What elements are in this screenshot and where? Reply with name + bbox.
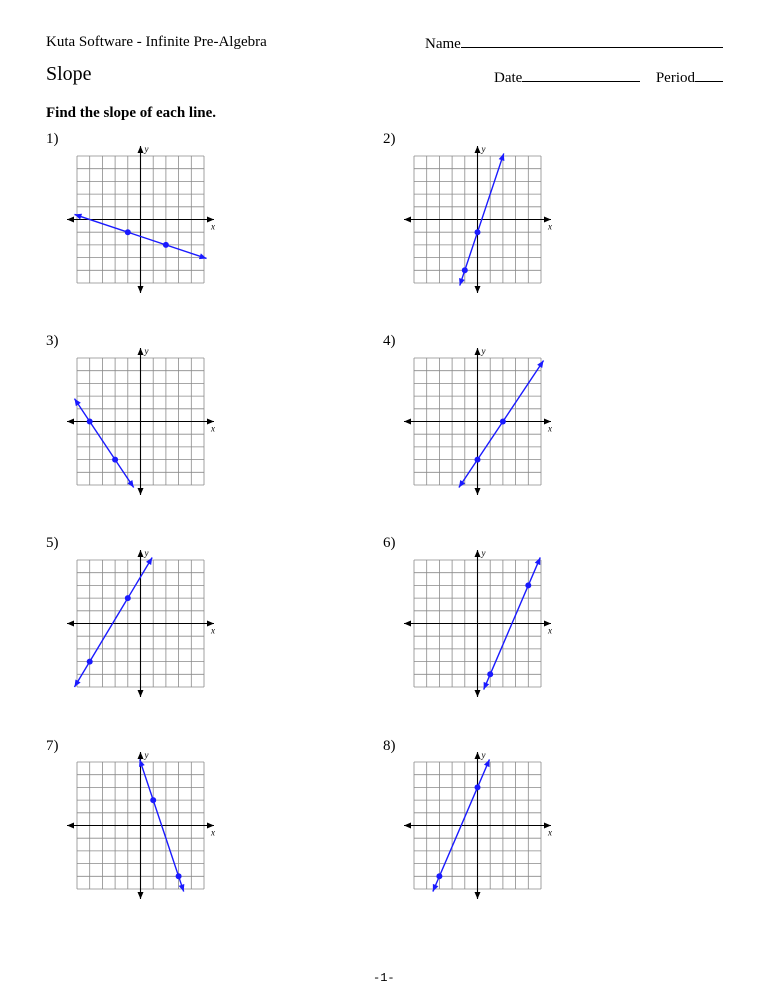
- name-label: Name: [425, 36, 461, 52]
- y-axis-arrow-up: [137, 348, 143, 355]
- y-axis-label: y: [481, 547, 485, 558]
- y-axis-label: y: [144, 547, 148, 558]
- y-axis-arrow-up: [474, 146, 480, 153]
- y-axis-arrow-down: [137, 488, 143, 495]
- line-point: [474, 229, 480, 235]
- line-point: [86, 658, 92, 664]
- date-label: Date: [494, 70, 523, 86]
- line-point: [86, 418, 92, 424]
- y-axis-arrow-down: [474, 690, 480, 697]
- y-axis-arrow-down: [474, 892, 480, 899]
- instructions: Find the slope of each line.: [46, 105, 217, 121]
- y-axis-arrow-down: [137, 892, 143, 899]
- x-axis-arrow-left: [67, 822, 74, 828]
- line-point: [474, 784, 480, 790]
- slope-line-arrow-end: [127, 480, 133, 487]
- slope-line-arrow-end: [537, 360, 543, 367]
- y-axis-label: y: [481, 749, 485, 760]
- y-axis-label: y: [481, 345, 485, 356]
- graph-3: [65, 346, 216, 497]
- publisher-line: Kuta Software - Infinite Pre-Algebra: [46, 34, 267, 50]
- line-point: [162, 241, 168, 247]
- y-axis-arrow-down: [137, 286, 143, 293]
- x-axis-label: x: [547, 827, 552, 837]
- y-axis-arrow-down: [474, 286, 480, 293]
- slope-line-arrow-start: [458, 480, 464, 487]
- y-axis-label: y: [481, 143, 485, 154]
- graph-6: [402, 548, 553, 699]
- x-axis-label: x: [547, 625, 552, 635]
- line-point: [487, 671, 493, 677]
- line-point: [150, 797, 156, 803]
- period-label: Period: [655, 70, 695, 86]
- x-axis-arrow-left: [404, 822, 411, 828]
- problem-number: 7): [46, 738, 59, 754]
- y-axis-label: y: [144, 345, 148, 356]
- slope-line-arrow-end: [198, 253, 206, 259]
- x-axis-label: x: [210, 827, 215, 837]
- x-axis-label: x: [210, 423, 215, 433]
- y-axis-label: y: [144, 749, 148, 760]
- y-axis-arrow-up: [474, 348, 480, 355]
- problem-number: 5): [46, 535, 59, 551]
- graph-4: [402, 346, 553, 497]
- x-axis-label: x: [547, 221, 552, 231]
- y-axis-arrow-down: [474, 488, 480, 495]
- x-axis-arrow-left: [404, 620, 411, 626]
- x-axis-arrow-left: [67, 418, 74, 424]
- problem-number: 8): [383, 738, 396, 754]
- slope-line-arrow-start: [498, 153, 504, 161]
- name-blank[interactable]: [461, 34, 723, 48]
- line-point: [499, 418, 505, 424]
- x-axis-arrow-left: [404, 216, 411, 222]
- line-point: [461, 267, 467, 273]
- slope-line: [74, 398, 133, 487]
- period-blank[interactable]: [695, 68, 723, 82]
- y-axis-arrow-up: [137, 752, 143, 759]
- line-point: [436, 873, 442, 879]
- slope-line-arrow-start: [74, 398, 80, 405]
- graph-2: [402, 144, 553, 295]
- slope-line-arrow-start: [74, 213, 82, 219]
- graph-7: [65, 750, 216, 901]
- problem-number: 4): [383, 333, 396, 349]
- name-field[interactable]: [425, 34, 723, 53]
- slope-line-arrow-end: [178, 883, 184, 891]
- problem-number: 6): [383, 535, 396, 551]
- graph-5: [65, 548, 216, 699]
- y-axis-arrow-up: [474, 550, 480, 557]
- problem-number: 3): [46, 333, 59, 349]
- line-point: [124, 595, 130, 601]
- graph-1: [65, 144, 216, 295]
- x-axis-arrow-left: [67, 620, 74, 626]
- line-point: [474, 456, 480, 462]
- y-axis-label: y: [144, 143, 148, 154]
- y-axis-arrow-up: [474, 752, 480, 759]
- line-point: [112, 456, 118, 462]
- y-axis-arrow-up: [137, 146, 143, 153]
- line-point: [525, 582, 531, 588]
- x-axis-label: x: [210, 625, 215, 635]
- y-axis-arrow-up: [137, 550, 143, 557]
- graph-8: [402, 750, 553, 901]
- x-axis-label: x: [210, 221, 215, 231]
- line-point: [124, 229, 130, 235]
- line-point: [175, 873, 181, 879]
- slope-line-arrow-end: [459, 277, 465, 285]
- problem-number: 2): [383, 131, 396, 147]
- page-title: Slope: [46, 63, 92, 85]
- x-axis-arrow-left: [404, 418, 411, 424]
- y-axis-arrow-down: [137, 690, 143, 697]
- x-axis-label: x: [547, 423, 552, 433]
- slope-line-arrow-start: [139, 759, 145, 767]
- date-period-fields[interactable]: [494, 68, 723, 87]
- problem-number: 1): [46, 131, 59, 147]
- slope-line: [458, 360, 543, 487]
- page-number: -1-: [373, 971, 395, 985]
- x-axis-arrow-left: [67, 216, 74, 222]
- date-blank[interactable]: [522, 68, 640, 82]
